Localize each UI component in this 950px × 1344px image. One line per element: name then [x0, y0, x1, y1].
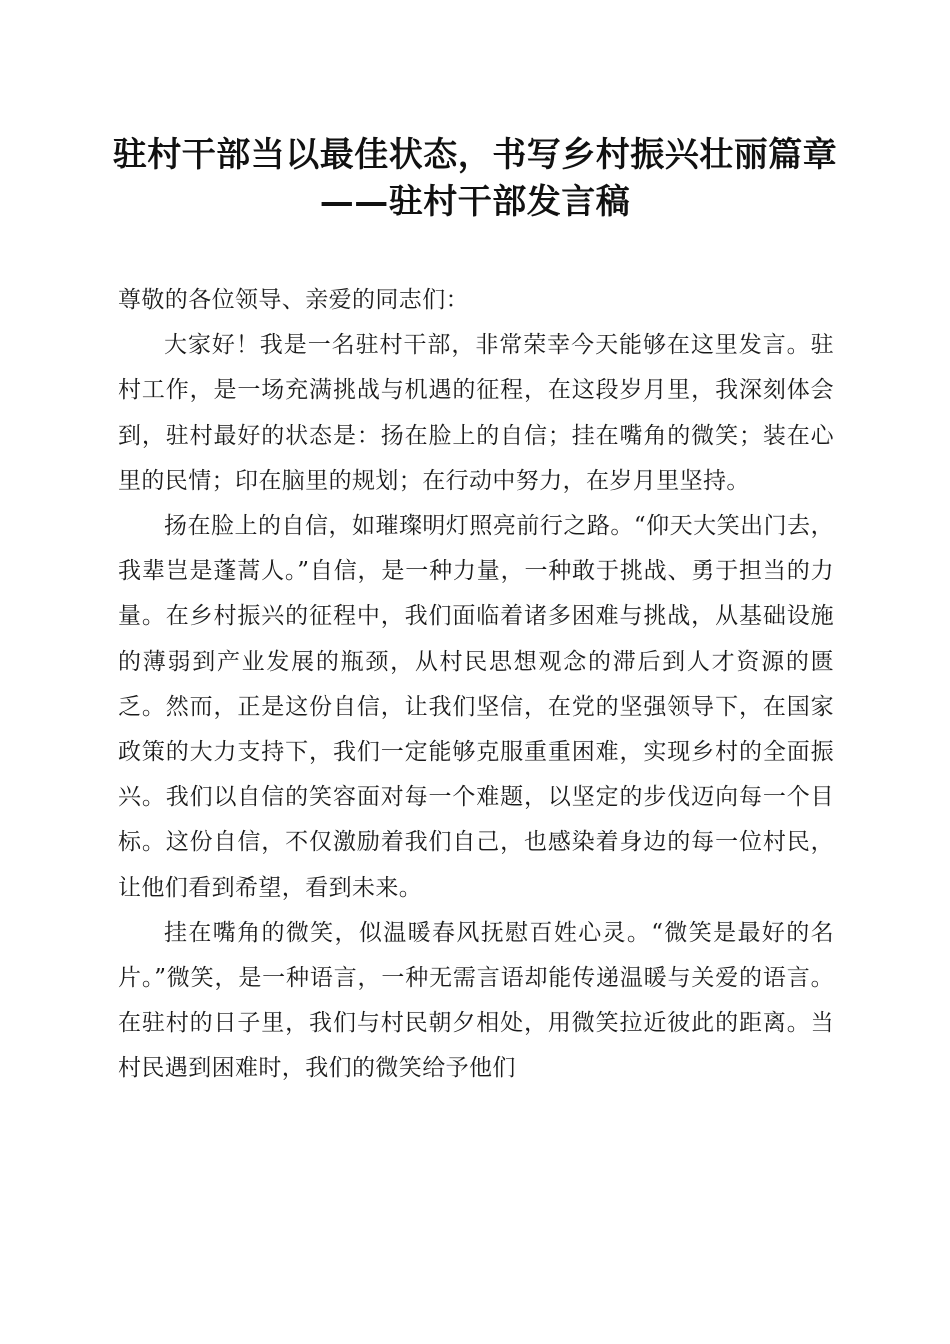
salutation: 尊敬的各位领导、亲爱的同志们：	[118, 287, 469, 313]
document-title: 驻村干部当以最佳状态，书写乡村振兴壮丽篇章——驻村干部发言稿	[112, 135, 838, 222]
paragraph: 挂在嘴角的微笑，似温暖春风抚慰百姓心灵。“微笑是最好的名片。”微笑，是一种语言，一种无需言语却能传递温暖与关爱的语言。在驻村的日子里，我们与村民朝夕相处，用微笑拉近彼此的距离。当村民遇到困难时，我们的微笑给予他们	[118, 919, 834, 1082]
document-body	[118, 278, 834, 1092]
paragraph: 扬在脸上的自信，如璀璨明灯照亮前行之路。“仰天大笑出门去，我辈岂是蓬蒿人。”自信，是一种力量，一种敢于挑战、勇于担当的力量。在乡村振兴的征程中，我们面临着诸多困难与挑战，从基础设施的薄弱到产业发展的瓶颈，从村民思想观念的滞后到人才资源的匮乏。然而，正是这份自信，让我们坚信，在党的坚强领导下，在国家政策的大力支持下，我们一定能够克服重重困难，实现乡村的全面振兴。我们以自信的笑容面对每一个难题，以坚定的步伐迈向每一个目标。这份自信，不仅激励着我们自己，也感染着身边的每一位村民，让他们看到希望，看到未来。	[118, 513, 834, 901]
paragraph: 大家好！我是一名驻村干部，非常荣幸今天能够在这里发言。驻村工作，是一场充满挑战与机遇的征程，在这段岁月里，我深刻体会到，驻村最好的状态是：扬在脸上的自信；挂在嘴角的微笑；装在心里的民情；印在脑里的规划；在行动中努力，在岁月里坚持。	[118, 332, 834, 494]
